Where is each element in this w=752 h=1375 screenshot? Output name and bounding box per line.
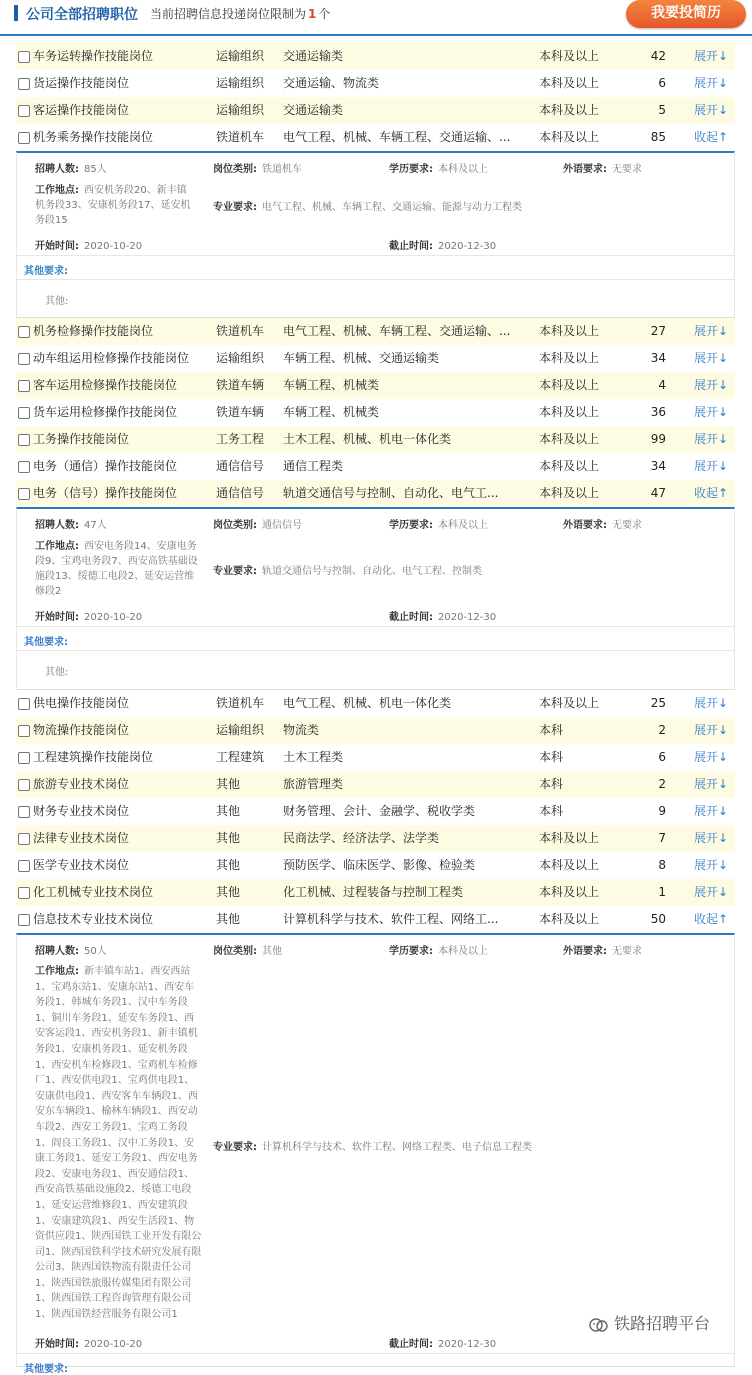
job-name: 法律专业技术岗位 bbox=[33, 831, 130, 845]
detail-end-time-value: 2020-12-30 bbox=[438, 241, 497, 252]
job-detail-panel bbox=[16, 151, 735, 318]
detail-start-time bbox=[35, 608, 142, 623]
job-count: 6 bbox=[658, 750, 666, 764]
job-row bbox=[16, 906, 735, 933]
job-category: 其他 bbox=[216, 777, 241, 791]
job-education: 本科及以上 bbox=[539, 486, 600, 500]
detail-location-line: 安康供电段1、西安客车车辆段1、西 bbox=[35, 1090, 198, 1102]
detail-location bbox=[35, 964, 213, 1323]
detail-education-value: 本科及以上 bbox=[438, 946, 488, 957]
job-count: 1 bbox=[658, 885, 666, 899]
job-count: 2 bbox=[658, 723, 666, 737]
job-category: 其他 bbox=[216, 912, 241, 926]
detail-category-label: 岗位类别: bbox=[213, 946, 257, 957]
detail-location-line: 安东车辆段1、榆林车辆段1、西安动 bbox=[35, 1106, 198, 1118]
watermark-text: 铁路招聘平台 bbox=[614, 1314, 711, 1333]
job-select-checkbox[interactable] bbox=[18, 698, 30, 710]
job-name: 化工机械专业技术岗位 bbox=[33, 885, 154, 899]
detail-location-line: 1、阎良工务段1、汉中工务段1、安 bbox=[35, 1137, 195, 1149]
detail-end-time bbox=[389, 608, 496, 623]
detail-location-line: 西安高铁基础设施段2、绥德工电段 bbox=[35, 1184, 192, 1196]
expand-toggle-link[interactable]: 展开↓ bbox=[694, 459, 729, 473]
job-major: 电气工程、机械、车辆工程、交通运输、... bbox=[283, 130, 511, 144]
job-count: 25 bbox=[650, 696, 666, 710]
job-row bbox=[16, 717, 735, 744]
detail-location-line: 新丰镇车站1、西安西站 bbox=[84, 966, 191, 977]
job-category: 其他 bbox=[216, 885, 241, 899]
job-name: 动车组运用检修操作技能岗位 bbox=[33, 351, 190, 365]
expand-toggle-link[interactable]: 展开↓ bbox=[694, 858, 729, 872]
job-education: 本科 bbox=[539, 777, 564, 791]
detail-location-line: 1、陕西国铁经营服务有限公司1 bbox=[35, 1309, 178, 1321]
job-row bbox=[16, 480, 735, 507]
job-count: 47 bbox=[650, 486, 666, 500]
job-count: 50 bbox=[650, 912, 666, 926]
job-education: 本科及以上 bbox=[539, 405, 600, 419]
detail-location-line: 务段1、安康机务段1、延安机务段 bbox=[35, 1043, 188, 1055]
job-major: 财务管理、会计、金融学、税收学类 bbox=[283, 804, 476, 818]
job-name: 机务检修操作技能岗位 bbox=[33, 324, 154, 338]
job-category: 铁道机车 bbox=[216, 324, 265, 338]
job-select-checkbox[interactable] bbox=[18, 78, 30, 90]
job-detail-panel bbox=[16, 933, 735, 1375]
expand-toggle-link[interactable]: 展开↓ bbox=[694, 324, 729, 338]
job-category: 铁道机车 bbox=[216, 130, 265, 144]
expand-toggle-link[interactable]: 展开↓ bbox=[694, 885, 729, 899]
job-education: 本科及以上 bbox=[539, 696, 600, 710]
expand-toggle-link[interactable]: 展开↓ bbox=[694, 696, 729, 710]
job-count: 8 bbox=[658, 858, 666, 872]
detail-language-label: 外语要求: bbox=[563, 946, 607, 957]
detail-location-line: 西安电务段14、安康电务 bbox=[84, 541, 197, 552]
detail-start-time-label: 开始时间: bbox=[35, 612, 79, 623]
detail-end-time-value: 2020-12-30 bbox=[438, 1339, 497, 1350]
detail-recruit-count-label: 招聘人数: bbox=[35, 164, 79, 175]
job-select-checkbox[interactable] bbox=[18, 488, 30, 500]
detail-language-value: 无要求 bbox=[612, 946, 642, 957]
job-count: 7 bbox=[658, 831, 666, 845]
job-major: 土木工程、机械、机电一体化类 bbox=[283, 432, 452, 446]
detail-start-time-value: 2020-10-20 bbox=[84, 241, 143, 252]
job-major: 土木工程类 bbox=[283, 750, 344, 764]
job-name: 车务运转操作技能岗位 bbox=[33, 49, 154, 63]
job-name: 物流操作技能岗位 bbox=[33, 723, 130, 737]
detail-divider bbox=[17, 255, 734, 256]
job-select-checkbox[interactable] bbox=[18, 860, 30, 872]
job-major: 交通运输类 bbox=[283, 49, 344, 63]
detail-location-line: 段9、宝鸡电务段7、西安高铁基础设 bbox=[35, 556, 198, 567]
job-select-checkbox[interactable] bbox=[18, 833, 30, 845]
limit-prefix: 当前招聘信息投递岗位限制为 bbox=[150, 7, 307, 21]
job-count: 27 bbox=[650, 324, 666, 338]
detail-recruit-count-label: 招聘人数: bbox=[35, 946, 79, 957]
job-select-checkbox[interactable] bbox=[18, 779, 30, 791]
detail-other-requirements-label: 其他要求: bbox=[24, 1364, 68, 1375]
job-count: 34 bbox=[650, 351, 666, 365]
expand-toggle-link[interactable]: 展开↓ bbox=[694, 405, 729, 419]
job-education: 本科及以上 bbox=[539, 103, 600, 117]
detail-end-time bbox=[389, 237, 496, 252]
detail-category-value: 其他 bbox=[262, 946, 282, 957]
detail-major-label: 专业要求: bbox=[213, 1142, 257, 1153]
detail-category-value: 铁道机车 bbox=[262, 164, 302, 175]
expand-toggle-link[interactable]: 展开↓ bbox=[694, 432, 729, 446]
detail-recruit-count-value: 47人 bbox=[84, 520, 107, 531]
job-row bbox=[16, 798, 735, 825]
job-education: 本科 bbox=[539, 804, 564, 818]
detail-other-requirements: 其他: bbox=[45, 296, 69, 307]
detail-start-time-label: 开始时间: bbox=[35, 241, 79, 252]
detail-language bbox=[563, 160, 642, 175]
job-row bbox=[16, 43, 735, 70]
detail-location-line: 1、安康建筑段1、西安生活段1、物 bbox=[35, 1215, 195, 1227]
detail-divider bbox=[17, 650, 734, 651]
detail-education-value: 本科及以上 bbox=[438, 164, 488, 175]
job-education: 本科及以上 bbox=[539, 459, 600, 473]
job-name: 电务（通信）操作技能岗位 bbox=[33, 459, 178, 473]
detail-location bbox=[35, 539, 213, 599]
job-row bbox=[16, 426, 735, 453]
job-major: 物流类 bbox=[283, 723, 320, 737]
job-name: 货运操作技能岗位 bbox=[33, 76, 130, 90]
expand-toggle-link[interactable]: 收起↑ bbox=[694, 486, 729, 500]
expand-toggle-link[interactable]: 展开↓ bbox=[694, 804, 729, 818]
expand-toggle-link[interactable]: 展开↓ bbox=[694, 76, 729, 90]
job-name: 客车运用检修操作技能岗位 bbox=[33, 378, 178, 392]
detail-start-time-value: 2020-10-20 bbox=[84, 1339, 143, 1350]
job-select-checkbox[interactable] bbox=[18, 806, 30, 818]
job-category: 运输组织 bbox=[216, 351, 265, 365]
job-row bbox=[16, 70, 735, 97]
job-category: 运输组织 bbox=[216, 723, 265, 737]
detail-location-line: 1、铜川车务段1、延安车务段1、西 bbox=[35, 1012, 195, 1024]
job-count: 99 bbox=[650, 432, 666, 446]
detail-location-line: 1、西安机车检修段1、宝鸡机车检修 bbox=[35, 1059, 198, 1071]
job-detail-panel bbox=[16, 507, 735, 690]
detail-category-label: 岗位类别: bbox=[213, 520, 257, 531]
job-major: 通信工程类 bbox=[283, 459, 344, 473]
detail-location-label: 工作地点: bbox=[35, 185, 79, 196]
job-major: 交通运输类 bbox=[283, 103, 344, 117]
job-row bbox=[16, 97, 735, 124]
detail-location-line: 1、宝鸡东站1、安康东站1、西安车 bbox=[35, 981, 195, 993]
detail-education bbox=[389, 942, 488, 957]
expand-toggle-link[interactable]: 展开↓ bbox=[694, 723, 729, 737]
expand-toggle-link[interactable]: 展开↓ bbox=[694, 378, 729, 392]
detail-major bbox=[213, 1138, 532, 1153]
job-education: 本科及以上 bbox=[539, 858, 600, 872]
detail-major-value: 轨道交通信号与控制、自动化、电气工程、控制类 bbox=[262, 566, 482, 577]
expand-toggle-link[interactable]: 展开↓ bbox=[694, 777, 729, 791]
job-count: 42 bbox=[650, 49, 666, 63]
job-name: 信息技术专业技术岗位 bbox=[33, 912, 154, 926]
job-select-checkbox[interactable] bbox=[18, 752, 30, 764]
job-name: 医学专业技术岗位 bbox=[33, 858, 130, 872]
detail-location-label: 工作地点: bbox=[35, 966, 79, 977]
job-education: 本科 bbox=[539, 750, 564, 764]
detail-language-value: 无要求 bbox=[612, 520, 642, 531]
detail-language-value: 无要求 bbox=[612, 164, 642, 175]
page-header bbox=[0, 0, 752, 36]
job-major: 电气工程、机械、车辆工程、交通运输、... bbox=[283, 324, 511, 338]
job-count: 36 bbox=[650, 405, 666, 419]
detail-location-label: 工作地点: bbox=[35, 541, 79, 552]
detail-recruit-count bbox=[35, 160, 107, 175]
detail-location-line: 修段2 bbox=[35, 586, 62, 597]
job-select-checkbox[interactable] bbox=[18, 407, 30, 419]
job-major: 化工机械、过程装备与控制工程类 bbox=[283, 885, 464, 899]
job-name: 机务乘务操作技能岗位 bbox=[33, 130, 154, 144]
job-name: 客运操作技能岗位 bbox=[33, 103, 130, 117]
job-category: 其他 bbox=[216, 858, 241, 872]
detail-other-requirements-label: 其他要求: bbox=[24, 637, 68, 648]
detail-education bbox=[389, 160, 488, 175]
detail-divider bbox=[17, 626, 734, 627]
job-major: 轨道交通信号与控制、自动化、电气工... bbox=[283, 486, 499, 500]
detail-education-label: 学历要求: bbox=[389, 164, 433, 175]
job-count: 34 bbox=[650, 459, 666, 473]
detail-major-value: 计算机科学与技术、软件工程、网络工程类、电子信息工程类 bbox=[262, 1142, 532, 1153]
job-name: 旅游专业技术岗位 bbox=[33, 777, 130, 791]
job-category: 其他 bbox=[216, 831, 241, 845]
detail-end-time bbox=[389, 1335, 496, 1350]
expand-toggle-link[interactable]: 展开↓ bbox=[694, 351, 729, 365]
job-category: 运输组织 bbox=[216, 49, 265, 63]
job-select-checkbox[interactable] bbox=[18, 51, 30, 63]
detail-location-line: 安客运段1、西安机务段1、新丰镇机 bbox=[35, 1028, 198, 1040]
detail-category bbox=[213, 942, 282, 957]
job-row bbox=[16, 345, 735, 372]
detail-education-label: 学历要求: bbox=[389, 946, 433, 957]
job-select-checkbox[interactable] bbox=[18, 434, 30, 446]
job-count: 6 bbox=[658, 76, 666, 90]
detail-location-line: 厂1、西安供电段1、宝鸡供电段1、 bbox=[35, 1075, 195, 1087]
job-major: 旅游管理类 bbox=[283, 777, 344, 791]
job-row bbox=[16, 399, 735, 426]
job-education: 本科及以上 bbox=[539, 76, 600, 90]
detail-location-line: 1、陕西国铁工程咨询管理有限公司 bbox=[35, 1293, 192, 1305]
detail-language bbox=[563, 516, 642, 531]
detail-other-requirements-label: 其他要求: bbox=[24, 266, 68, 277]
detail-location-line: 1、延安运营维修段1、西安建筑段 bbox=[35, 1199, 188, 1211]
detail-start-time bbox=[35, 1335, 142, 1350]
detail-location-line: 务段15 bbox=[35, 215, 68, 226]
expand-toggle-link[interactable]: 收起↑ bbox=[694, 912, 729, 926]
job-row bbox=[16, 744, 735, 771]
job-row bbox=[16, 453, 735, 480]
job-row bbox=[16, 318, 735, 345]
apply-limit-notice bbox=[150, 5, 330, 22]
job-major: 计算机科学与技术、软件工程、网络工... bbox=[283, 912, 499, 926]
detail-end-time-value: 2020-12-30 bbox=[438, 612, 497, 623]
expand-toggle-link[interactable]: 展开↓ bbox=[694, 831, 729, 845]
detail-location-line: 康工务段1、延安工务段1、西安电务 bbox=[35, 1153, 198, 1165]
job-education: 本科及以上 bbox=[539, 885, 600, 899]
detail-major-value: 电气工程、机械、车辆工程、交通运输、能源与动力工程类 bbox=[262, 202, 522, 213]
job-major: 预防医学、临床医学、影像、检验类 bbox=[283, 858, 476, 872]
job-row bbox=[16, 124, 735, 151]
job-major: 车辆工程、机械类 bbox=[283, 378, 380, 392]
apply-resume-button[interactable]: 我要投简历 bbox=[626, 0, 746, 28]
job-education: 本科及以上 bbox=[539, 49, 600, 63]
limit-value: 1 bbox=[308, 7, 317, 21]
job-category: 铁道车辆 bbox=[216, 378, 265, 392]
detail-recruit-count-label: 招聘人数: bbox=[35, 520, 79, 531]
detail-location-line: 机务段33、安康机务段17、延安机 bbox=[35, 200, 191, 211]
job-row bbox=[16, 825, 735, 852]
detail-start-time-label: 开始时间: bbox=[35, 1339, 79, 1350]
job-select-checkbox[interactable] bbox=[18, 914, 30, 926]
detail-category-label: 岗位类别: bbox=[213, 164, 257, 175]
job-row bbox=[16, 879, 735, 906]
detail-location-line: 务段1、韩城车务段1、汉中车务段 bbox=[35, 997, 188, 1009]
detail-recruit-count-value: 85人 bbox=[84, 164, 107, 175]
job-count: 2 bbox=[658, 777, 666, 791]
page-title: 公司全部招聘职位 bbox=[26, 7, 138, 23]
detail-location bbox=[35, 183, 213, 228]
detail-divider bbox=[17, 1353, 734, 1354]
job-select-checkbox[interactable] bbox=[18, 105, 30, 117]
detail-location-line: 公司3、陕西国铁物流有限责任公司 bbox=[35, 1262, 192, 1274]
job-education: 本科及以上 bbox=[539, 130, 600, 144]
job-row bbox=[16, 372, 735, 399]
detail-recruit-count bbox=[35, 942, 107, 957]
job-select-checkbox[interactable] bbox=[18, 725, 30, 737]
job-education: 本科及以上 bbox=[539, 378, 600, 392]
job-major: 车辆工程、机械类 bbox=[283, 405, 380, 419]
watermark bbox=[588, 1311, 710, 1334]
job-list bbox=[16, 43, 735, 1375]
job-major: 电气工程、机械、机电一体化类 bbox=[283, 696, 452, 710]
detail-divider bbox=[17, 279, 734, 280]
job-major: 民商法学、经济法学、法学类 bbox=[283, 831, 440, 845]
job-education: 本科及以上 bbox=[539, 432, 600, 446]
detail-education-value: 本科及以上 bbox=[438, 520, 488, 531]
job-count: 5 bbox=[658, 103, 666, 117]
job-name: 工务操作技能岗位 bbox=[33, 432, 130, 446]
job-category: 通信信号 bbox=[216, 459, 265, 473]
expand-toggle-link[interactable]: 收起↑ bbox=[694, 130, 729, 144]
job-select-checkbox[interactable] bbox=[18, 380, 30, 392]
detail-start-time-value: 2020-10-20 bbox=[84, 612, 143, 623]
job-education: 本科 bbox=[539, 723, 564, 737]
detail-category-value: 通信信号 bbox=[262, 520, 302, 531]
job-name: 财务专业技术岗位 bbox=[33, 804, 130, 818]
job-category: 工程建筑 bbox=[216, 750, 265, 764]
detail-recruit-count bbox=[35, 516, 107, 531]
job-major: 车辆工程、机械、交通运输类 bbox=[283, 351, 440, 365]
job-select-checkbox[interactable] bbox=[18, 132, 30, 144]
job-name: 货车运用检修操作技能岗位 bbox=[33, 405, 178, 419]
job-name: 电务（信号）操作技能岗位 bbox=[33, 486, 178, 500]
detail-end-time-label: 截止时间: bbox=[389, 612, 433, 623]
job-education: 本科及以上 bbox=[539, 351, 600, 365]
detail-other-requirements: 其他: bbox=[45, 667, 69, 678]
detail-start-time bbox=[35, 237, 142, 252]
detail-location-line: 车段2、西安工务段1、宝鸡工务段 bbox=[35, 1121, 188, 1133]
job-category: 运输组织 bbox=[216, 76, 265, 90]
detail-major-label: 专业要求: bbox=[213, 566, 257, 577]
expand-toggle-link[interactable]: 展开↓ bbox=[694, 103, 729, 117]
detail-major bbox=[213, 562, 482, 577]
detail-end-time-label: 截止时间: bbox=[389, 1339, 433, 1350]
detail-category bbox=[213, 516, 302, 531]
job-education: 本科及以上 bbox=[539, 912, 600, 926]
detail-location-line: 施段13、绥德工电段2、延安运营维 bbox=[35, 571, 195, 582]
expand-toggle-link[interactable]: 展开↓ bbox=[694, 49, 729, 63]
job-row bbox=[16, 690, 735, 717]
detail-location-line: 司1、陕西国铁科学技术研究发展有限 bbox=[35, 1246, 202, 1258]
detail-major-label: 专业要求: bbox=[213, 202, 257, 213]
detail-language-label: 外语要求: bbox=[563, 164, 607, 175]
job-education: 本科及以上 bbox=[539, 831, 600, 845]
job-count: 4 bbox=[658, 378, 666, 392]
job-name: 工程建筑操作技能岗位 bbox=[33, 750, 154, 764]
job-select-checkbox[interactable] bbox=[18, 887, 30, 899]
job-select-checkbox[interactable] bbox=[18, 353, 30, 365]
job-name: 供电操作技能岗位 bbox=[33, 696, 130, 710]
wechat-official-account-icon bbox=[588, 1317, 610, 1333]
job-category: 铁道机车 bbox=[216, 696, 265, 710]
limit-suffix: 个 bbox=[318, 7, 331, 21]
detail-end-time-label: 截止时间: bbox=[389, 241, 433, 252]
detail-location-line: 1、陕西国铁旅服传媒集团有限公司 bbox=[35, 1277, 192, 1289]
detail-category bbox=[213, 160, 302, 175]
job-count: 9 bbox=[658, 804, 666, 818]
title-accent-bar bbox=[14, 5, 18, 21]
job-category: 通信信号 bbox=[216, 486, 265, 500]
job-select-checkbox[interactable] bbox=[18, 461, 30, 473]
detail-location-line: 资供应段1、陕西国铁工业开发有限公 bbox=[35, 1231, 202, 1243]
job-category: 工务工程 bbox=[216, 432, 265, 446]
job-category: 运输组织 bbox=[216, 103, 265, 117]
job-category: 其他 bbox=[216, 804, 241, 818]
job-count: 85 bbox=[650, 130, 666, 144]
detail-education-label: 学历要求: bbox=[389, 520, 433, 531]
job-major: 交通运输、物流类 bbox=[283, 76, 380, 90]
expand-toggle-link[interactable]: 展开↓ bbox=[694, 750, 729, 764]
job-row bbox=[16, 852, 735, 879]
job-category: 铁道车辆 bbox=[216, 405, 265, 419]
detail-language-label: 外语要求: bbox=[563, 520, 607, 531]
detail-recruit-count-value: 50人 bbox=[84, 946, 107, 957]
detail-language bbox=[563, 942, 642, 957]
job-row bbox=[16, 771, 735, 798]
detail-major bbox=[213, 198, 522, 213]
detail-education bbox=[389, 516, 488, 531]
job-education: 本科及以上 bbox=[539, 324, 600, 338]
detail-location-line: 段2、安康电务段1、西安通信段1、 bbox=[35, 1168, 195, 1180]
detail-location-line: 西安机务段20、新丰镇 bbox=[84, 185, 187, 196]
job-select-checkbox[interactable] bbox=[18, 326, 30, 338]
